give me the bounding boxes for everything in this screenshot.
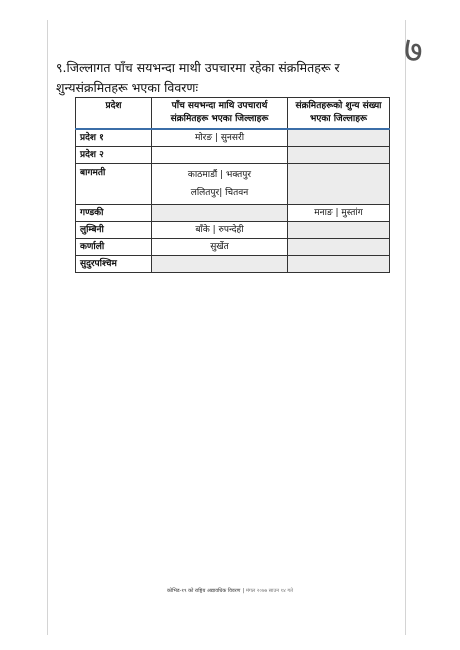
header-above-500: पाँच सयभन्दा माथि उपचारार्थ संक्रमितहरू भएका जिल्लाहरू <box>152 98 288 130</box>
above-500-cell: काठमाडौं | भक्तपुर ललितपुर| चितवन <box>152 164 288 205</box>
heading-line-1: ९.जिल्लागत पाँच सयभन्दा माथी उपचारमा रहेका संक्रमितहरू र <box>56 60 340 75</box>
table-row <box>76 239 390 256</box>
province-cell: बागमती <box>76 164 152 205</box>
page-footer <box>0 588 460 594</box>
above-500-cell <box>152 256 288 273</box>
heading-line-2: शुन्यसंक्रमितहरू भएका विवरणः <box>56 80 198 95</box>
above-500-cell: बाँके | रुपन्देही <box>152 222 288 239</box>
footer-separator: | <box>242 588 244 594</box>
footer-date: मंगल २०७७ साउन १४ गते <box>246 588 294 594</box>
zero-cases-cell <box>288 129 390 147</box>
table-header-row <box>76 98 390 130</box>
header-zero-cases: संक्रमितहरूको शुन्य संख्या भएका जिल्लाहरू <box>288 98 390 130</box>
above-500-cell <box>152 205 288 222</box>
province-cell: कर्णाली <box>76 239 152 256</box>
header-province: प्रदेश <box>76 98 152 130</box>
table-row <box>76 147 390 164</box>
above-500-cell <box>152 147 288 164</box>
zero-cases-cell <box>288 256 390 273</box>
province-cell: लुम्बिनी <box>76 222 152 239</box>
above-500-cell: मोरङ | सुनसरी <box>152 129 288 147</box>
province-cell: गण्डकी <box>76 205 152 222</box>
zero-cases-cell <box>288 147 390 164</box>
zero-cases-cell: मनाङ | मुस्तांग <box>288 205 390 222</box>
table-row <box>76 164 390 205</box>
table-row <box>76 222 390 239</box>
district-summary-table <box>75 97 390 273</box>
zero-cases-cell <box>288 222 390 239</box>
province-cell: प्रदेश २ <box>76 147 152 164</box>
table-row <box>76 129 390 147</box>
zero-cases-cell <box>288 164 390 205</box>
page-number: ७ <box>404 30 423 71</box>
table-row <box>76 256 390 273</box>
above-500-cell: सुर्खेत <box>152 239 288 256</box>
section-heading <box>56 58 396 98</box>
province-cell: सुदुरपश्चिम <box>76 256 152 273</box>
zero-cases-cell <box>288 239 390 256</box>
province-cell: प्रदेश १ <box>76 129 152 147</box>
table-row <box>76 205 390 222</box>
footer-title: कोभिड-१९ को राष्ट्रिय अद्यावधिक विवरण <box>166 588 241 594</box>
